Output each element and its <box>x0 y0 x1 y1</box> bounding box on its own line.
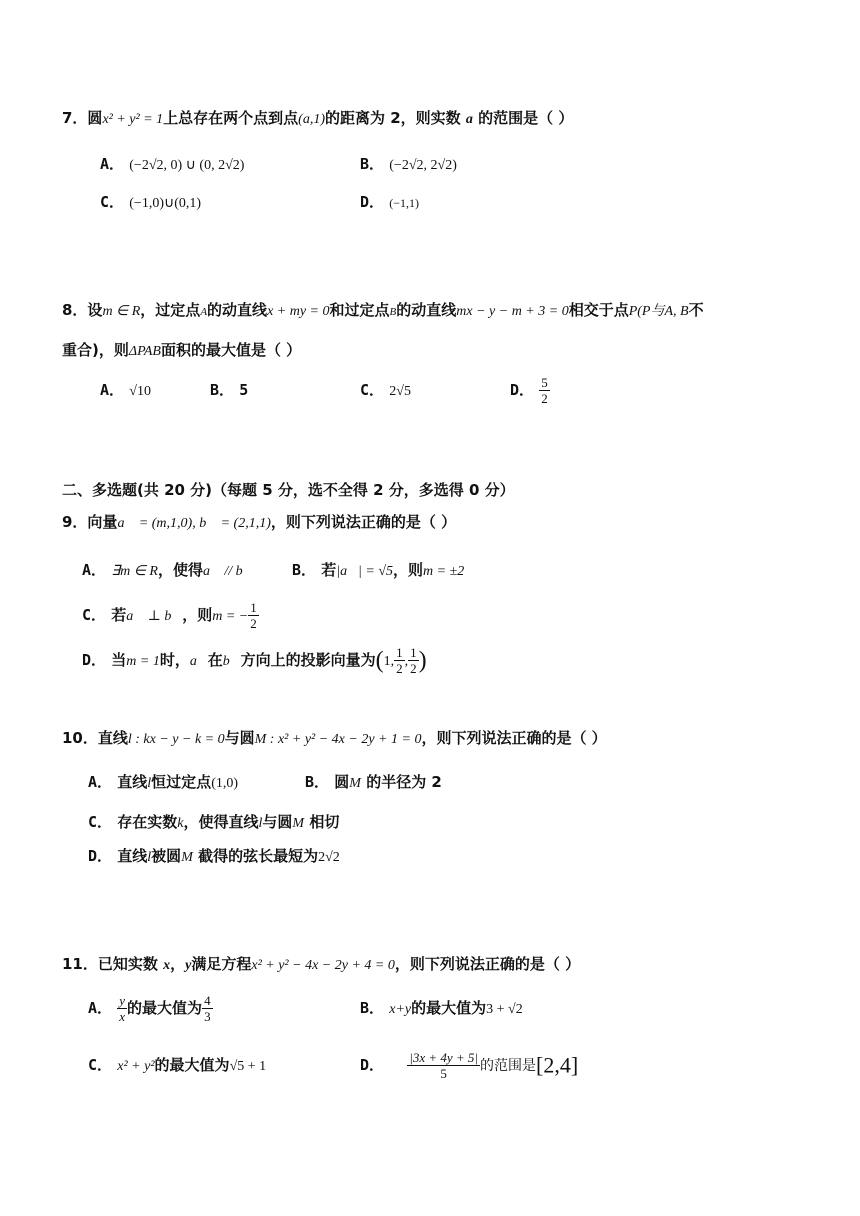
q11-x: x <box>163 958 171 973</box>
q8-option-a-value: √10 <box>129 384 151 399</box>
q10-option-c-text-4: 相切 <box>309 813 340 831</box>
q7-option-d-value: (−1,1) <box>389 196 420 210</box>
q10-option-c[interactable] <box>88 812 339 834</box>
q7-option-c-value: (−1,0)∪(0,1) <box>129 196 202 211</box>
q8-option-d[interactable] <box>510 374 550 406</box>
q10-number: 10．直线 <box>62 729 128 747</box>
q10-option-c-k: k <box>177 816 184 831</box>
q9-option-a-text: ，使得 <box>157 561 203 579</box>
q9-option-d-text-4: 方向上的投影向量为 <box>240 651 376 669</box>
q8-option-a[interactable] <box>100 380 151 402</box>
q7-option-a-label: A． <box>100 155 125 173</box>
q7-option-b-value: (−2√2, 2√2) <box>389 158 457 173</box>
q10-option-c-m: M <box>292 816 305 831</box>
q8-triangle: ΔPAB <box>128 344 161 359</box>
q9-option-d-vec-a: a⃗ <box>189 654 208 669</box>
q10-option-b-text-1: 圆 <box>334 773 350 791</box>
q9-option-d-m: m = 1 <box>126 654 160 669</box>
q8-option-d-fraction: $\frac{5}{2}$ <box>541 375 548 406</box>
q7-circle-equation: x² + y² = 1 <box>102 112 164 127</box>
q11-comma: ， <box>170 955 186 973</box>
q10-line-equation: l : kx − y − k = 0 <box>127 732 225 747</box>
q9-option-c-text-1: 若 <box>111 606 127 624</box>
q9-text-1: ，则下列说法正确的是（ ） <box>270 513 457 531</box>
q9-option-d[interactable]: D． 当m = 1时，a⃗在b⃗方向上的投影向量为(1, $\frac{1}{2}$ , $\frac{1}{2}$ ) <box>82 645 427 676</box>
q9-option-c-label: C． <box>82 606 107 624</box>
q9-option-d-text-2: 时， <box>159 651 190 669</box>
q9-option-b-text-1: 若 <box>321 561 337 579</box>
q10-option-a-label: A． <box>88 773 113 791</box>
q10-option-d-value: 2√2 <box>318 850 340 865</box>
q9-option-b-magnitude: |a⃗| = √5 <box>336 564 393 579</box>
q10-option-d-l: l <box>147 850 152 865</box>
q7-text-3: 的范围是（ ） <box>478 109 574 127</box>
q9-option-b-value: m = ±2 <box>423 564 465 579</box>
q11-option-a-text: 的最大值为 <box>127 999 203 1017</box>
q8-point-b: B <box>389 306 397 318</box>
q8-text-7: 重合)，则 <box>62 341 129 359</box>
q11-y: y <box>185 958 192 973</box>
q7-text-1: 上总存在两个点到点 <box>163 109 299 127</box>
q10-option-c-label: C． <box>88 813 113 831</box>
q11-stem <box>62 954 580 976</box>
q9-option-b[interactable] <box>292 560 464 582</box>
q7-option-b[interactable] <box>360 154 457 176</box>
q7-number: 7．圆 <box>62 109 103 127</box>
q11-option-d-range: [2,4] <box>536 1052 579 1078</box>
q11-text-2: ，则下列说法正确的是（ ） <box>394 955 581 973</box>
q10-option-a-text-1: 直线 <box>117 773 148 791</box>
q8-number: 8．设 <box>62 301 103 319</box>
q10-option-c-text-1: 存在实数 <box>117 813 178 831</box>
q11-option-c-label: C． <box>88 1056 113 1074</box>
q7-stem <box>62 108 573 130</box>
q10-option-d-text-2: 被圆 <box>151 847 182 865</box>
q10-option-a[interactable] <box>88 772 238 794</box>
q8-text-5: 相交于点 <box>568 301 629 319</box>
q11-option-a-value: $\frac{4}{3}$ <box>204 993 211 1024</box>
q8-text-4: 的动直线 <box>396 301 457 319</box>
q9-option-c-perpendicular: a⃗ ⊥ b⃗ <box>126 609 183 624</box>
q7-point: (a,1) <box>298 112 325 127</box>
q8-text-8: 面积的最大值是（ ） <box>160 341 302 359</box>
q11-equation: x² + y² − 4x − 2y + 4 = 0 <box>251 958 395 973</box>
q8-m-in-r: m ∈ R <box>102 304 141 319</box>
q8-line-2: mx − y − m + 3 = 0 <box>456 304 569 319</box>
q9-option-b-text-2: ，则 <box>393 561 424 579</box>
q8-text-3: 和过定点 <box>329 301 390 319</box>
q8-option-c-value: 2√5 <box>389 384 411 399</box>
q8-option-a-label: A． <box>100 381 125 399</box>
q10-circle-equation: M : x² + y² − 4x − 2y + 1 = 0 <box>254 732 422 747</box>
q9-option-c-text-2: ，则 <box>182 606 213 624</box>
q8-text-6: 不 <box>688 301 704 319</box>
q9-option-c-fraction: $\frac{1}{2}$ <box>250 600 257 631</box>
q10-option-b-label: B． <box>305 773 330 791</box>
q8-line-1: x + my = 0 <box>267 304 330 319</box>
q9-option-a-parallel: a⃗ // b⃗ <box>202 564 254 579</box>
q11-option-c-text: 的最大值为 <box>154 1056 230 1074</box>
q8-option-c-label: C． <box>360 381 385 399</box>
q9-option-a[interactable] <box>82 560 254 582</box>
q11-option-c[interactable] <box>88 1055 266 1077</box>
q10-option-a-point: (1,0) <box>211 776 239 791</box>
q7-option-c-label: C． <box>100 193 125 211</box>
q11-option-d-fraction: $\frac{|3x + 4y + 5|}{5}$ <box>409 1050 478 1081</box>
q11-text-1: 满足方程 <box>191 955 252 973</box>
q9-option-d-component-1: 1, <box>383 654 395 669</box>
q9-option-d-text-1: 当 <box>111 651 127 669</box>
q8-text-1: ，过定点 <box>140 301 201 319</box>
q11-number: 11．已知实数 <box>62 955 158 973</box>
q10-option-c-text-2: ，使得直线 <box>183 813 259 831</box>
q9-option-a-exists: ∃m ∈ R <box>111 564 158 579</box>
q10-option-d-text-1: 直线 <box>117 847 148 865</box>
q9-option-d-fraction-2: $\frac{1}{2}$ <box>410 645 417 676</box>
q7-option-a-value: (−2√2, 0) ∪ (0, 2√2) <box>129 158 245 173</box>
q8-stem-line1 <box>62 300 704 322</box>
q11-option-b-expression: x+y <box>389 1002 412 1017</box>
q8-point-p: P(P与A, B <box>628 304 689 319</box>
q11-option-d-text: 的范围是 <box>480 1058 536 1074</box>
q7-variable: a <box>465 112 473 127</box>
q10-option-c-l: l <box>258 816 263 831</box>
q7-option-d-label: D． <box>360 193 385 211</box>
q10-option-d[interactable] <box>88 846 340 868</box>
section-2-heading: 二、多选题(共 20 分)（每题 5 分，选不全得 2 分，多选得 0 分） <box>62 481 515 499</box>
q9-vectors: a⃗ = (m,1,0), b⃗ = (2,1,1) <box>117 516 271 531</box>
q8-option-b[interactable] <box>210 380 248 400</box>
q10-option-d-text-3: 截得的弦长最短为 <box>198 847 319 865</box>
q7-option-c[interactable] <box>100 192 201 214</box>
q7-text-2: 的距离为 2，则实数 <box>325 109 461 127</box>
q10-option-d-m: M <box>181 850 193 865</box>
q11-option-a[interactable] <box>88 990 213 1026</box>
q10-option-d-label: D． <box>88 847 113 865</box>
q11-option-c-value: √5 + 1 <box>229 1059 267 1074</box>
q8-option-b-value: 5 <box>239 381 249 399</box>
q9-option-d-fraction-1: $\frac{1}{2}$ <box>396 645 403 676</box>
q9-option-c-m: m = − <box>212 609 249 624</box>
q8-point-a: A <box>200 306 208 318</box>
q9-stem <box>62 512 456 534</box>
q10-option-b[interactable] <box>305 772 442 794</box>
q11-option-b-text: 的最大值为 <box>411 999 487 1017</box>
q7-option-d[interactable] <box>360 192 419 213</box>
q9-option-d-text-3: 在 <box>207 651 223 669</box>
q9-option-c[interactable] <box>82 598 259 634</box>
q10-option-c-text-3: 与圆 <box>262 813 293 831</box>
q10-stem <box>62 728 607 750</box>
q11-option-a-ratio: $\frac{y}{x}$ <box>119 993 126 1024</box>
q10-option-a-l: l <box>147 776 152 791</box>
q11-option-b-value: 3 + √2 <box>486 1002 523 1017</box>
q9-number: 9．向量 <box>62 513 118 531</box>
q10-option-b-m: M <box>349 776 361 791</box>
q10-text-1: 与圆 <box>224 729 255 747</box>
q9-option-b-label: B． <box>292 561 317 579</box>
q10-option-b-text-2: 的半径为 2 <box>366 773 442 791</box>
q11-option-a-label: A． <box>88 999 113 1017</box>
q9-option-a-label: A． <box>82 561 107 579</box>
q7-option-b-label: B． <box>360 155 385 173</box>
q11-option-c-expression: x² + y² <box>117 1059 155 1074</box>
q11-option-b[interactable] <box>360 998 523 1020</box>
q7-option-a[interactable] <box>100 154 244 176</box>
q10-option-a-text-2: 恒过定点 <box>151 773 212 791</box>
q9-option-d-label: D． <box>82 651 107 669</box>
q8-option-c[interactable] <box>360 380 411 402</box>
q8-option-b-label: B． <box>210 381 235 399</box>
q8-text-2: 的动直线 <box>207 301 268 319</box>
q10-text-2: ，则下列说法正确的是（ ） <box>421 729 607 747</box>
q11-option-b-label: B． <box>360 999 385 1017</box>
q11-option-d-label: D． <box>360 1056 385 1074</box>
q8-stem-line2 <box>62 340 301 362</box>
q11-option-d[interactable] <box>360 1046 578 1085</box>
q8-option-d-label: D． <box>510 381 535 399</box>
q9-option-d-vec-b: b⃗ <box>222 654 241 669</box>
